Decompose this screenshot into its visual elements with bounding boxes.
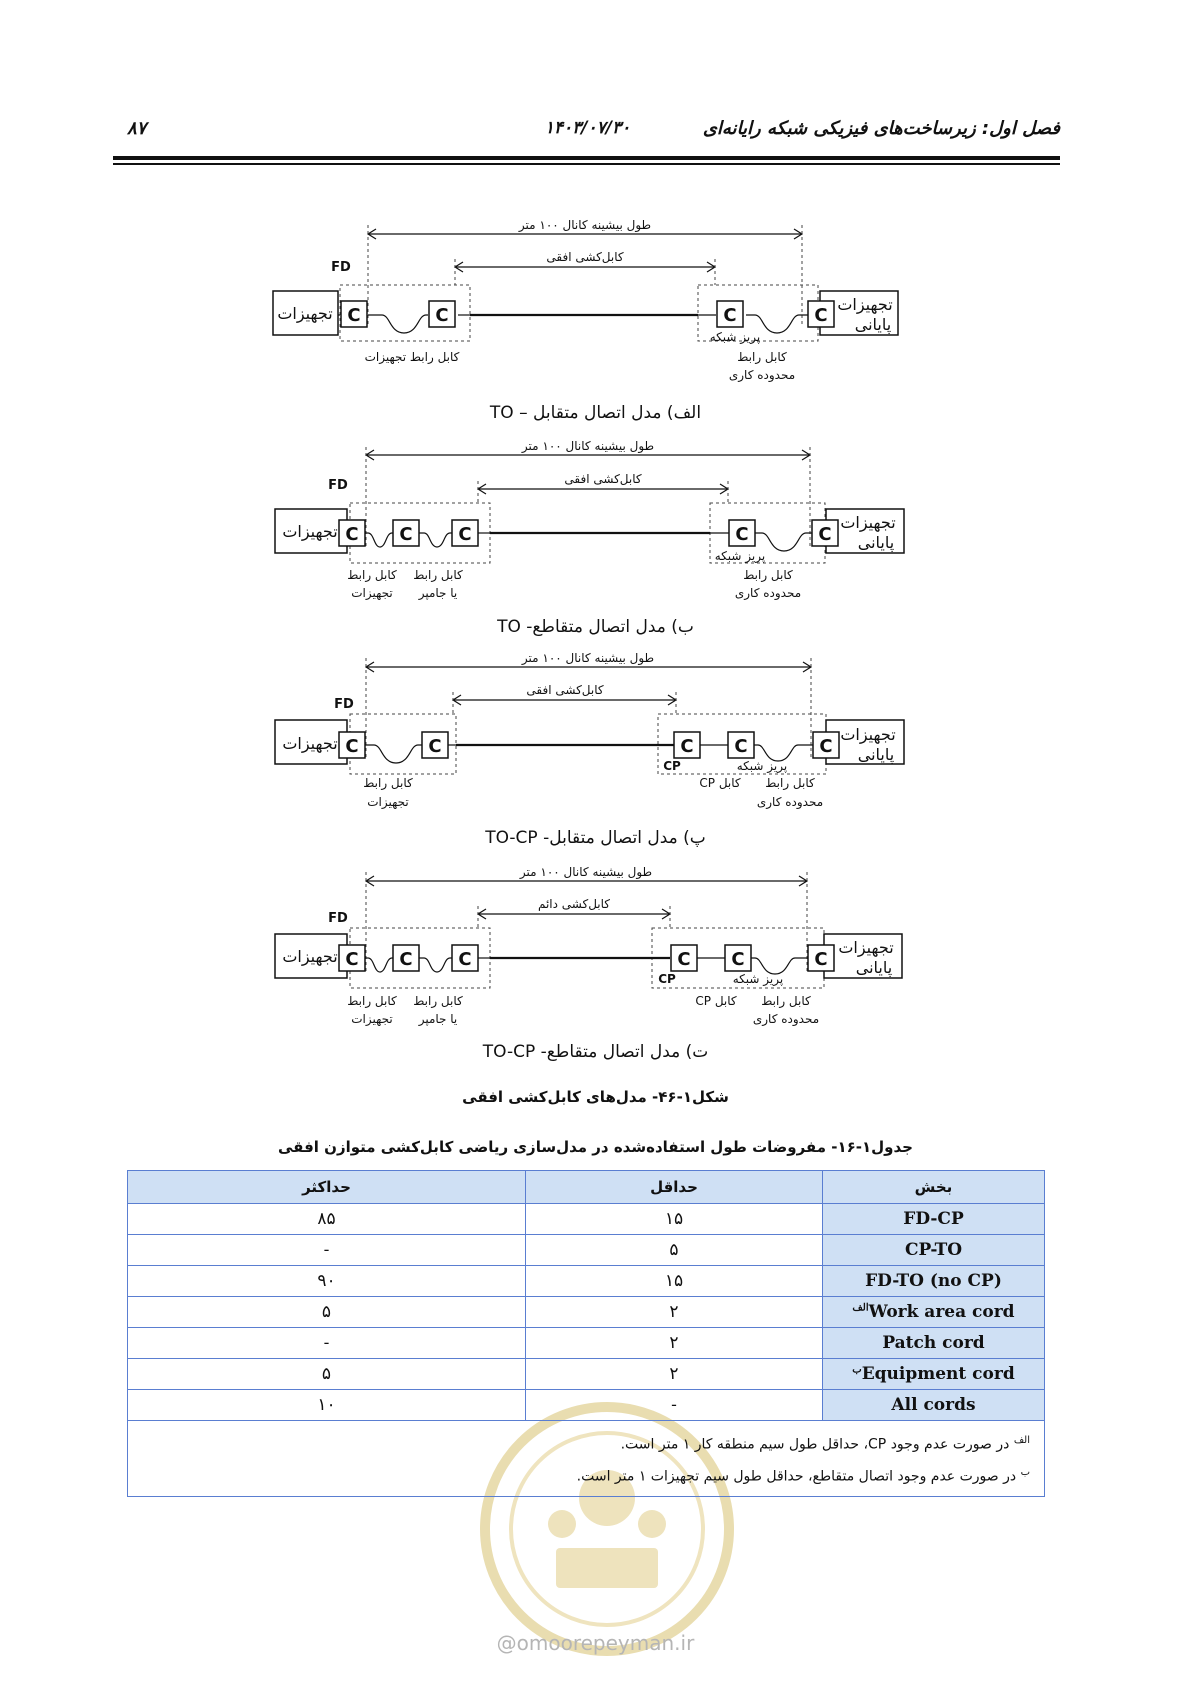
header-min: حداقل (526, 1171, 823, 1204)
equip-cord-label: کابل رابط تجهیزات (364, 350, 460, 364)
row-min: ۱۵ (526, 1266, 823, 1297)
equip-cord-label: کابل رابط (347, 994, 397, 1008)
terminal-label: پایانی (855, 958, 893, 977)
equipment-label: تجهیزات (277, 304, 333, 323)
terminal-label: پایانی (854, 315, 892, 334)
footnote: $^ب$ در صورت عدم وجود اتصال متقاطع، حداقل طول سیم تجهیزات ۱ متر است. (576, 1466, 1030, 1485)
patch-cord-label: کابل رابط (413, 568, 463, 582)
table-row (128, 1266, 1045, 1297)
horizontal-label: کابل‌کشی افقی (546, 250, 624, 264)
table-row (128, 1359, 1045, 1390)
work-cord-label: کابل رابط (761, 994, 811, 1008)
terminal-label: تجهیزات (840, 725, 896, 744)
patch-cord-label: یا جامپر (418, 586, 458, 600)
connector-label: C (345, 949, 359, 970)
header-date: ۱۴۰۳/۰۷/۳۰ (544, 118, 631, 138)
row-section: All cords (823, 1390, 1045, 1421)
caption-d: ت) مدل اتصال متقاطع- TO-CP (482, 1042, 709, 1062)
row-max: ۸۵ (128, 1204, 526, 1235)
footnote-mark: الف (852, 1302, 869, 1314)
row-min: - (526, 1390, 823, 1421)
cp-label: CP (663, 759, 681, 773)
work-cord-label: محدوده کاری (734, 586, 802, 600)
row-max: - (128, 1328, 526, 1359)
connector-label: C (458, 949, 472, 970)
row-min: ۲ (526, 1328, 823, 1359)
table-row (128, 1390, 1045, 1421)
fd-label: FD (334, 697, 354, 712)
horizontal-label: کابل‌کشی افقی (564, 472, 642, 486)
row-max: ۹۰ (128, 1266, 526, 1297)
connector-label: C (819, 736, 833, 757)
connector-label: C (345, 524, 359, 545)
table-caption: جدول۱-۱۶- مفروضات طول استفاده‌شده در مدل‌سازی ریاضی کابل‌کشی متوازن افقی (277, 1138, 913, 1156)
watermark-text: @omoorepeyman.ir (496, 1631, 695, 1655)
equip-cord-label: کابل رابط (363, 776, 413, 790)
header-rule-thick (113, 156, 1060, 160)
outlet-label: پریز شبکه (736, 759, 788, 773)
length-assumptions-table (127, 1170, 1045, 1497)
table-header-row (128, 1171, 1045, 1204)
cp-cable-label: کابل CP (699, 776, 741, 790)
row-section: FD-CP (823, 1204, 1045, 1235)
outlet-label: پریز شبکه (709, 330, 761, 344)
connector-label: C (734, 736, 748, 757)
fd-label: FD (328, 478, 348, 493)
table-notes (128, 1421, 1045, 1497)
fd-label: FD (331, 260, 351, 275)
equipment-label: تجهیزات (282, 947, 338, 966)
diagram-c (0, 648, 1191, 818)
caption-b: ب) مدل اتصال متقاطع- TO (497, 617, 694, 637)
diagram-a (0, 215, 1191, 385)
work-cord-label: کابل رابط (737, 350, 787, 364)
page-header (115, 118, 1060, 158)
row-section: CP-TO (823, 1235, 1045, 1266)
max-channel-label: طول بیشینه کانال ۱۰۰ متر (518, 218, 652, 232)
terminal-label: تجهیزات (837, 295, 893, 314)
terminal-label: تجهیزات (838, 938, 894, 957)
header-max: حداکثر (128, 1171, 526, 1204)
connector-label: C (428, 736, 442, 757)
footnote-mark: ب (852, 1364, 862, 1376)
outlet-label: پریز شبکه (714, 549, 766, 563)
connector-label: C (814, 305, 828, 326)
row-max: - (128, 1235, 526, 1266)
work-cord-label: محدوده کاری (752, 1012, 820, 1026)
work-cord-label: کابل رابط (765, 776, 815, 790)
row-max: ۵ (128, 1359, 526, 1390)
permanent-label: کابل‌کشی دائم (537, 897, 611, 911)
cp-label: CP (658, 972, 676, 986)
work-cord-label: محدوده کاری (756, 795, 824, 809)
max-channel-label: طول بیشینه کانال ۱۰۰ متر (521, 651, 655, 665)
connector-label: C (399, 524, 413, 545)
connector-label: C (399, 949, 413, 970)
diagram-d (0, 862, 1191, 1032)
terminal-label: پایانی (857, 745, 895, 764)
row-min: ۲ (526, 1297, 823, 1328)
connector-label: C (723, 305, 737, 326)
terminal-label: تجهیزات (840, 513, 896, 532)
equip-cord-label: تجهیزات (351, 1012, 393, 1026)
table-row (128, 1297, 1045, 1328)
connector-label: C (677, 949, 691, 970)
row-section: $^{الف}$Work area cord (823, 1297, 1045, 1328)
row-min: ۲ (526, 1359, 823, 1390)
row-min: ۵ (526, 1235, 823, 1266)
figure-caption: شکل۱-۴۶- مدل‌های کابل‌کشی افقی (462, 1088, 729, 1106)
header-rule-thin (113, 163, 1060, 165)
row-section: $^ب$Equipment cord (823, 1359, 1045, 1390)
connector-label: C (345, 736, 359, 757)
fd-label: FD (328, 911, 348, 926)
equipment-label: تجهیزات (282, 522, 338, 541)
connector-label: C (347, 305, 361, 326)
terminal-label: پایانی (857, 533, 895, 552)
equipment-label: تجهیزات (282, 734, 338, 753)
table-row (128, 1235, 1045, 1266)
equip-cord-label: تجهیزات (367, 795, 409, 809)
row-section: FD-TO (no CP) (823, 1266, 1045, 1297)
work-cord-label: کابل رابط (743, 568, 793, 582)
equip-cord-label: تجهیزات (351, 586, 393, 600)
caption-c: پ) مدل اتصال متقابل- TO-CP (485, 828, 706, 848)
page-number: ۸۷ (127, 118, 147, 139)
chapter-title: فصل اول: زیرساخت‌های فیزیکی شبکه رایانه‌ای (702, 118, 1060, 139)
connector-label: C (814, 949, 828, 970)
connector-label: C (731, 949, 745, 970)
connector-label: C (735, 524, 749, 545)
connector-label: C (818, 524, 832, 545)
connector-label: C (435, 305, 449, 326)
cp-cable-label: کابل CP (695, 994, 737, 1008)
max-channel-label: طول بیشینه کانال ۱۰۰ متر (519, 865, 653, 879)
equip-cord-label: کابل رابط (347, 568, 397, 582)
caption-a: الف) مدل اتصال متقابل – TO (489, 403, 702, 423)
footnote: $^{الف}$ در صورت عدم وجود CP، حداقل طول سیم منطقه کار ۱ متر است. (620, 1435, 1030, 1453)
table-row (128, 1204, 1045, 1235)
patch-cord-label: یا جامپر (418, 1012, 458, 1026)
row-max: ۵ (128, 1297, 526, 1328)
table-notes-row (128, 1421, 1045, 1497)
diagram-b (0, 437, 1191, 607)
row-min: ۱۵ (526, 1204, 823, 1235)
row-max: ۱۰ (128, 1390, 526, 1421)
table-row (128, 1328, 1045, 1359)
connector-label: C (458, 524, 472, 545)
header-section: بخش (823, 1171, 1045, 1204)
patch-cord-label: کابل رابط (413, 994, 463, 1008)
row-section: Patch cord (823, 1328, 1045, 1359)
outlet-label: پریز شبکه (732, 972, 784, 986)
work-cord-label: محدوده کاری (728, 368, 796, 382)
horizontal-label: کابل‌کشی افقی (526, 683, 604, 697)
connector-label: C (680, 736, 694, 757)
max-channel-label: طول بیشینه کانال ۱۰۰ متر (521, 439, 655, 453)
